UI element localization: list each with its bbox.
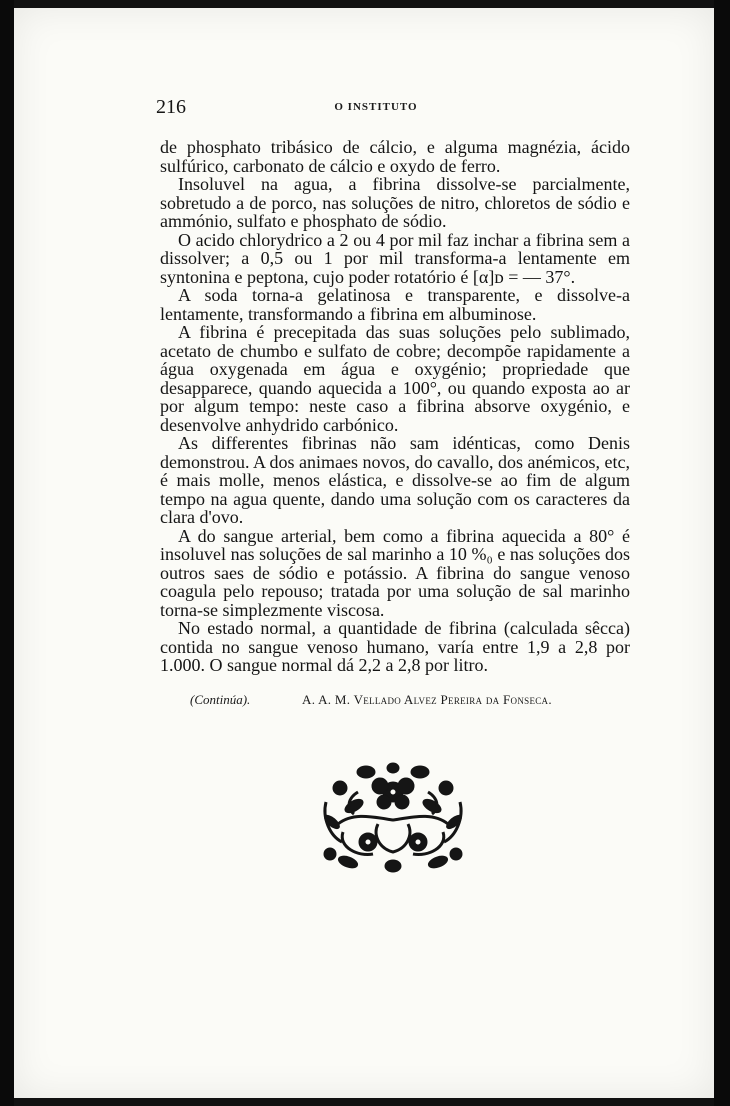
paragraph: A soda torna-a gelatinosa e transparente, e dissolve-a lentamente, transformando a fibrina em albuminose.	[160, 285, 630, 324]
running-title: O INSTITUTO	[334, 101, 418, 113]
continua-note: (Continúa).	[190, 692, 251, 707]
paragraph: No estado normal, a quantidade de fibrina (calculada sêcca) contida no sangue venoso humano, varía entre 1,9 a 2,8 por 1.000. O sangue normal dá 2,2 a 2,8 por litro.	[160, 618, 630, 675]
author-name: A. A. M. Vellado Alvez Pereira da Fonseca.	[302, 692, 552, 707]
paragraph: de phosphato tribásico de cálcio, e alguma magnézia, ácido sulfúrico, carbonato de cálcio e oxydo de ferro.	[160, 137, 630, 176]
paragraph: As differentes fibrinas não sam idénticas, como Denis demonstrou. A dos animaes novos, do cavallo, dos anémicos, etc, é mais molle, menos elástica, e dissolve-se ao fim de algum tempo na agua quente, dando uma solução com os caracteres da clara d'ovo.	[160, 433, 630, 527]
signature-line	[190, 692, 630, 712]
scan-border-left	[0, 0, 14, 1106]
paragraph: Insoluvel na agua, a fibrina dissolve-se parcialmente, sobretudo a de porco, nas soluções de nitro, chloretos de sódio e ammónio, sulfato e phosphato de sódio.	[160, 174, 630, 231]
page-number: 216	[156, 96, 186, 118]
paragraph: A fibrina é precepitada das suas soluções pelo sublimado, acetato de chumbo e sulfato de cobre; decompõe rapidamente a água oxygenada em água e oxygénio; propriedade que desapparece, quando aquecida a 100°, ou quando exposta ao ar por algum tempo: neste caso a fibrina absorve oxygénio, e desenvolve anhydrido carbónico.	[160, 322, 630, 435]
floral-ornament-icon	[318, 762, 468, 877]
scan-border-right	[714, 0, 730, 1106]
body-text	[160, 138, 630, 675]
paragraph: A do sangue arterial, bem como a fibrina aquecida a 80° é insoluvel nas soluções de sal marinho a 10 %₀ e nas soluções dos outros saes de sódio e potássio. A fibrina do sangue venoso coagula pelo repouso; tratada por uma solução de sal marinho torna-se simplezmente viscosa.	[160, 525, 630, 620]
page-header	[146, 96, 606, 122]
paragraph: O acido chlorydrico a 2 ou 4 por mil faz inchar a fibrina sem a dissolver; a 0,5 ou 1 por mil transforma-a lentamente em syntonina e peptona, cujo poder rotatório é [α]ᴅ = — 37°.	[160, 229, 630, 287]
